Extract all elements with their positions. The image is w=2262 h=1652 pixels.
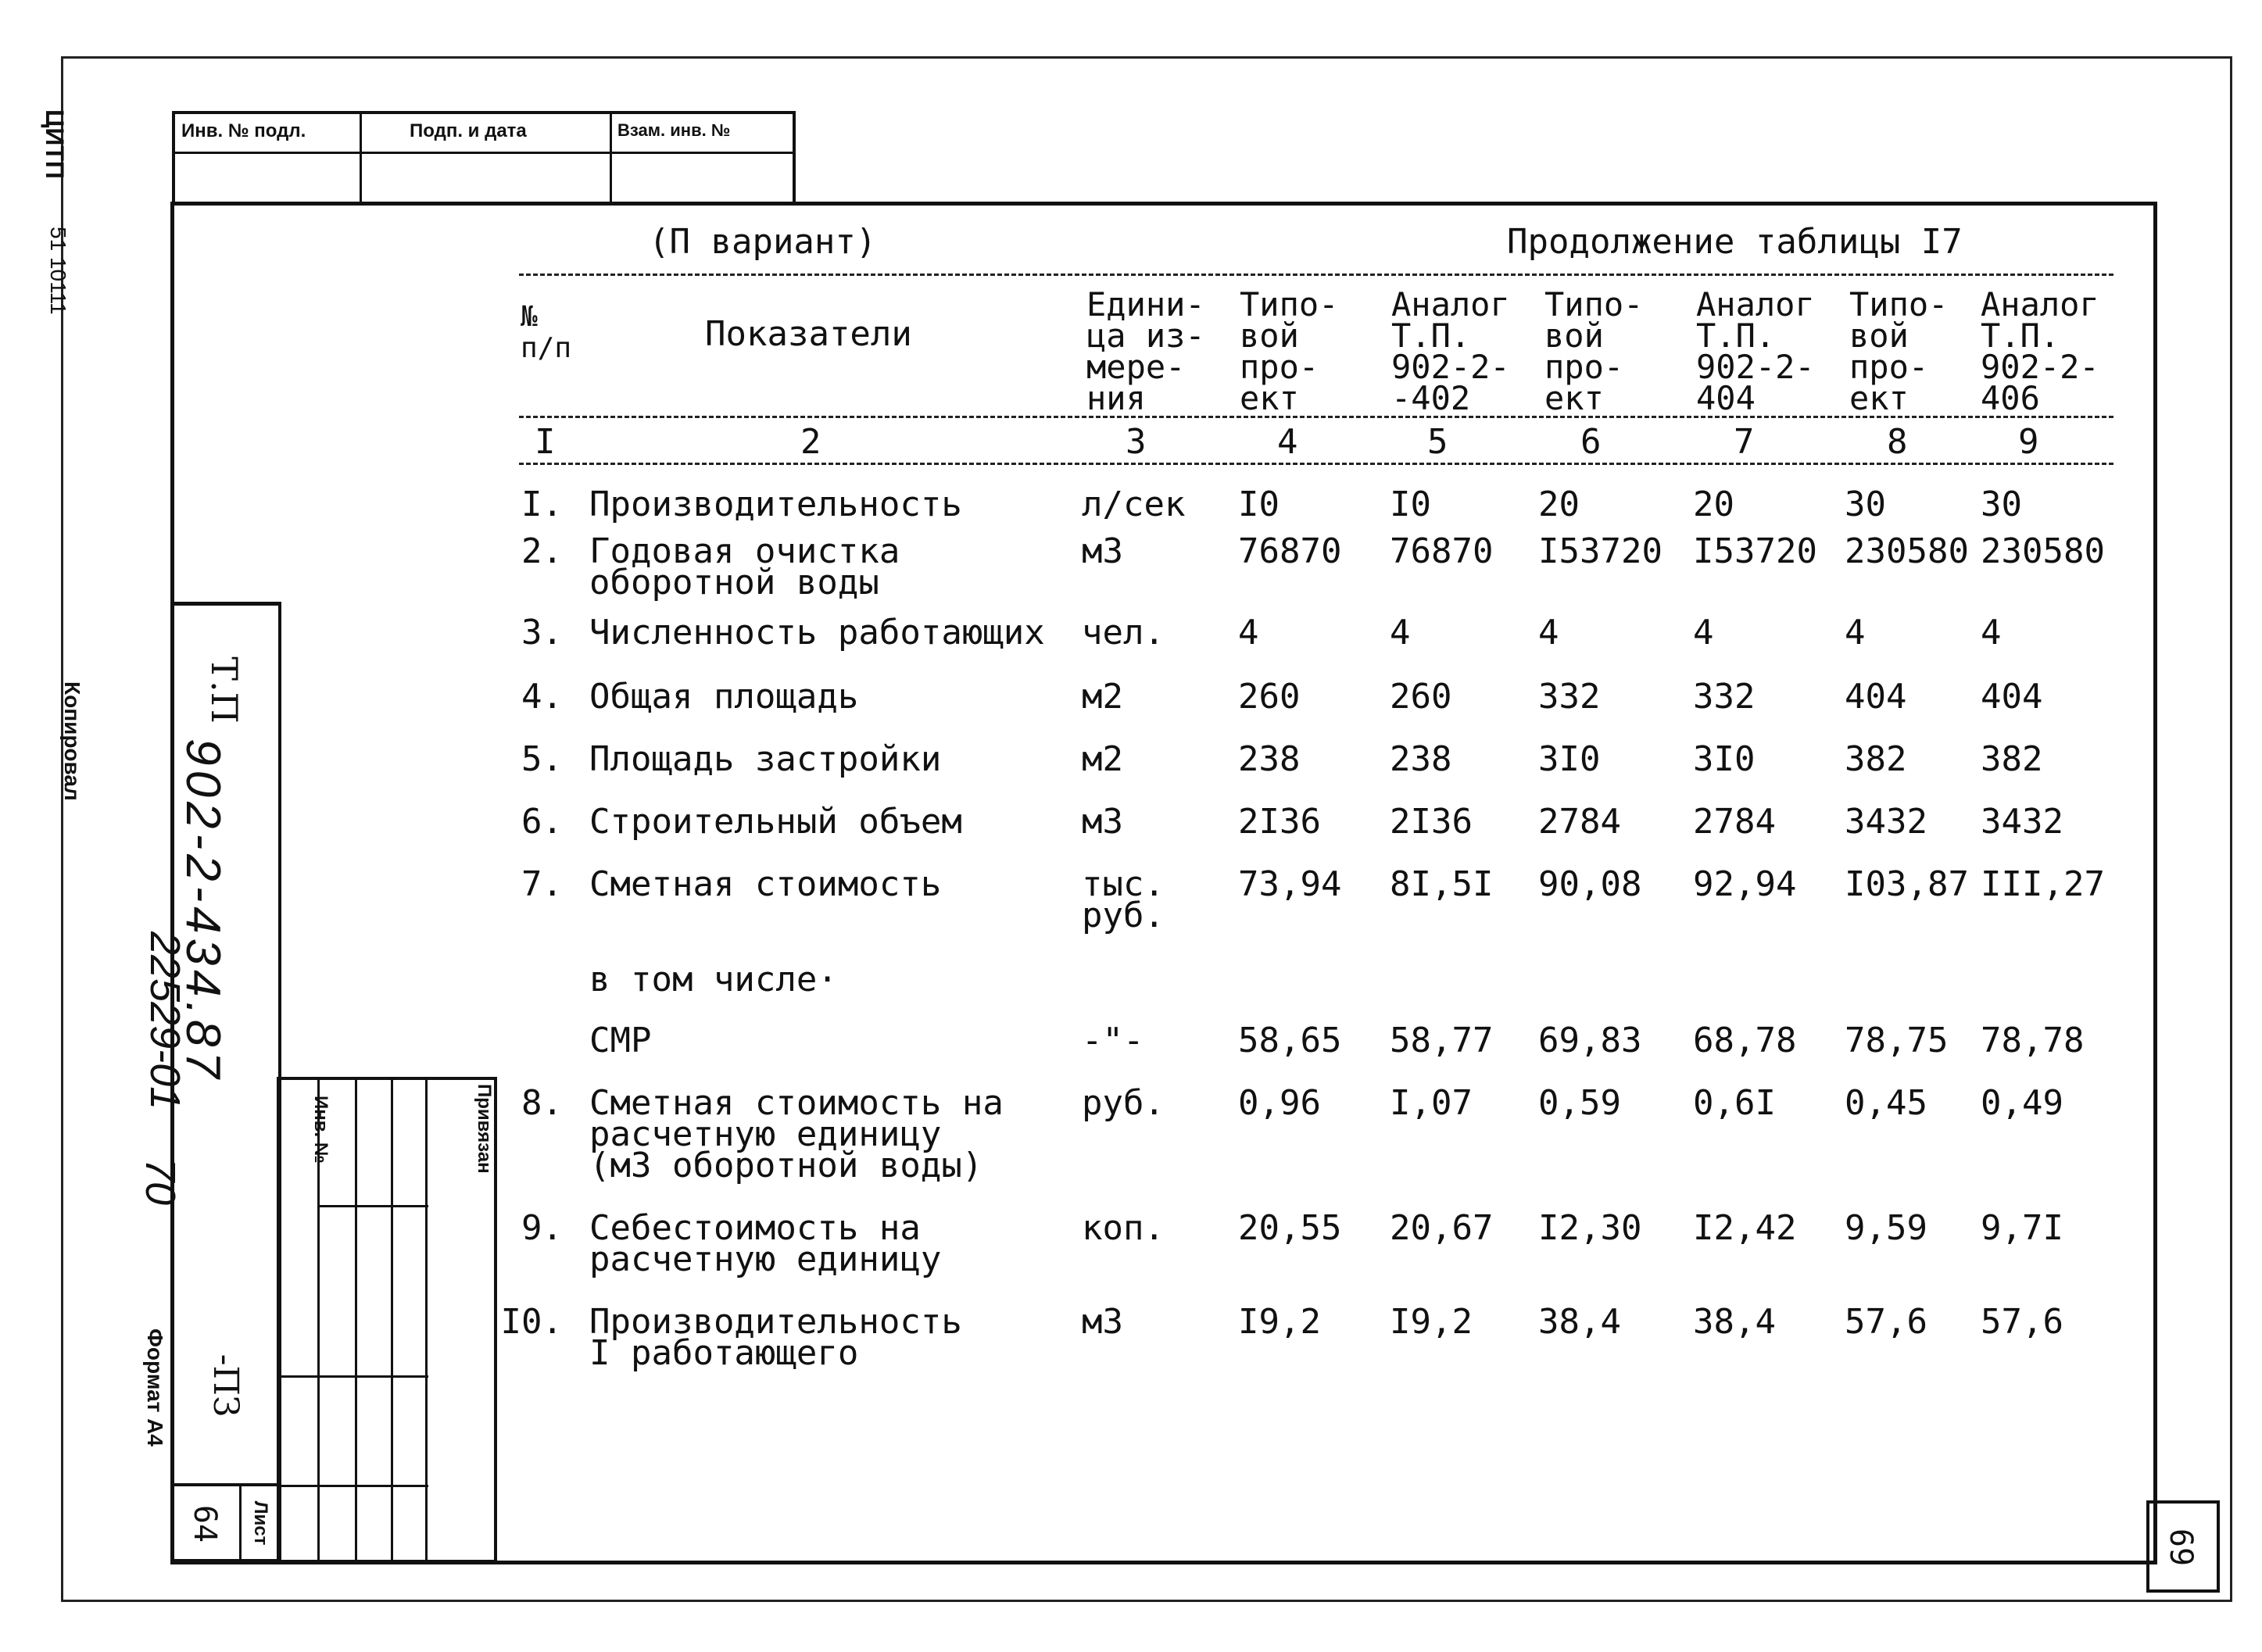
row-unit: м3	[1082, 531, 1123, 571]
side-code-citp: ЦИТП	[41, 109, 69, 179]
row-value: 4	[1981, 613, 2002, 653]
stamp-signature-date: Подп. и дата	[410, 120, 527, 141]
row-value: 332	[1538, 677, 1601, 717]
row-value: 69,83	[1538, 1021, 1642, 1060]
handwritten-page: 70	[137, 1158, 184, 1206]
row-value: 260	[1238, 677, 1301, 717]
row-value: 0,49	[1981, 1083, 2063, 1123]
row-value: 90,08	[1538, 864, 1642, 904]
row-value: 382	[1981, 739, 2043, 779]
col-num-8: 8	[1887, 422, 1908, 462]
row-number: 4.	[521, 677, 563, 717]
row-unit: -"-	[1082, 1021, 1144, 1060]
row-indicator: Производительность	[589, 485, 962, 524]
row-value: 9,59	[1845, 1208, 1927, 1248]
sheet-number: 64	[187, 1504, 223, 1543]
handwritten-code: 22529-01	[141, 931, 188, 1110]
col-header-7: Аналог Т.П. 902-2- 404	[1696, 285, 1815, 417]
row-value: 9,7I	[1981, 1208, 2063, 1248]
row-value: 0,45	[1845, 1083, 1927, 1123]
row-value: 38,4	[1693, 1302, 1776, 1342]
row-indicator: Себестоимость на расчетную единицу	[589, 1208, 942, 1279]
col-header-4: Типо- вой про- ект	[1240, 285, 1339, 417]
row-unit: м3	[1082, 1302, 1123, 1342]
continuation-title: Продолжение таблицы I7	[1507, 222, 1963, 262]
row-value: 2I36	[1390, 802, 1473, 842]
row-value: I9,2	[1238, 1302, 1321, 1342]
row-indicator: Площадь застройки	[589, 739, 942, 779]
col-header-3: Едини- ца из- мере- ния	[1086, 285, 1205, 417]
col-header-2: Показатели	[705, 314, 912, 354]
row-indicator: в том числе·	[589, 960, 838, 999]
row-unit: руб.	[1082, 1083, 1165, 1123]
side-code-number: 51 10111	[46, 227, 70, 315]
col-num-2: 2	[800, 422, 821, 462]
col-header-1: № п/п	[521, 301, 572, 364]
row-value: 20,67	[1390, 1208, 1494, 1248]
row-value: I0	[1238, 485, 1280, 524]
doc-series: Т.П	[203, 656, 245, 724]
row-value: 238	[1238, 739, 1301, 779]
row-indicator: Производительность I работающего	[589, 1302, 962, 1373]
rule-top	[519, 274, 2113, 276]
row-indicator: Сметная стоимость на расчетную единицу (м3 оборотной воды)	[589, 1083, 1004, 1185]
doc-number: 902-2-434.87	[176, 738, 230, 1083]
row-value: 2784	[1538, 802, 1621, 842]
row-value: 3432	[1845, 802, 1927, 842]
row-value: 76870	[1238, 531, 1342, 571]
row-value: 8I,5I	[1390, 864, 1494, 904]
doc-suffix: -ПЗ	[206, 1353, 245, 1418]
row-value: 4	[1845, 613, 1866, 653]
row-number: 5.	[521, 739, 563, 779]
col-num-9: 9	[2018, 422, 2039, 462]
row-number: I0.	[500, 1302, 563, 1342]
format-label: Формат А4	[143, 1328, 167, 1446]
row-value: I0	[1390, 485, 1431, 524]
row-value: I9,2	[1390, 1302, 1473, 1342]
row-value: I,07	[1390, 1083, 1473, 1123]
row-number: 3.	[521, 613, 563, 653]
row-number: 9.	[521, 1208, 563, 1248]
row-value: 3I0	[1538, 739, 1601, 779]
row-indicator: Общая площадь	[589, 677, 859, 717]
row-value: 78,75	[1845, 1021, 1949, 1060]
row-value: 238	[1390, 739, 1452, 779]
row-unit: м2	[1082, 677, 1123, 717]
stamp-inv-original: Инв. № подл.	[181, 120, 306, 141]
inv-no-label: Инв. №	[310, 1096, 331, 1164]
row-value: 0,59	[1538, 1083, 1621, 1123]
copied-by-label: Копировал	[60, 681, 84, 801]
row-value: 260	[1390, 677, 1452, 717]
row-number: 6.	[521, 802, 563, 842]
row-value: 20	[1693, 485, 1734, 524]
row-value: 3432	[1981, 802, 2063, 842]
row-value: 20	[1538, 485, 1580, 524]
row-value: 4	[1390, 613, 1411, 653]
row-value: 3I0	[1693, 739, 1756, 779]
row-value: 30	[1981, 485, 2022, 524]
row-value: I53720	[1693, 531, 1817, 571]
row-value: I2,30	[1538, 1208, 1642, 1248]
row-value: 68,78	[1693, 1021, 1797, 1060]
row-unit: м3	[1082, 802, 1123, 842]
row-value: 58,77	[1390, 1021, 1494, 1060]
row-value: 38,4	[1538, 1302, 1621, 1342]
row-value: 76870	[1390, 531, 1494, 571]
row-number: 2.	[521, 531, 563, 571]
row-unit: м2	[1082, 739, 1123, 779]
attached-label: Привязан	[474, 1084, 495, 1174]
row-value: I53720	[1538, 531, 1662, 571]
row-indicator: СМР	[589, 1021, 652, 1060]
row-indicator: Сметная стоимость	[589, 864, 942, 904]
row-value: 0,6I	[1693, 1083, 1776, 1123]
row-value: 382	[1845, 739, 1907, 779]
row-value: 2I36	[1238, 802, 1321, 842]
row-value: 2784	[1693, 802, 1776, 842]
col-num-5: 5	[1427, 422, 1448, 462]
row-value: 57,6	[1845, 1302, 1927, 1342]
top-stamp	[172, 111, 796, 205]
row-value: 230580	[1845, 531, 1969, 571]
row-unit: тыс. руб.	[1082, 864, 1165, 935]
row-value: III,27	[1981, 864, 2105, 904]
row-value: 73,94	[1238, 864, 1342, 904]
stamp-replaced-inv: Взам. инв. №	[617, 120, 731, 140]
row-value: 57,6	[1981, 1302, 2063, 1342]
row-number: 7.	[521, 864, 563, 904]
col-num-7: 7	[1734, 422, 1755, 462]
row-value: 92,94	[1693, 864, 1797, 904]
row-value: 58,65	[1238, 1021, 1342, 1060]
row-value: 230580	[1981, 531, 2105, 571]
row-number: 8.	[521, 1083, 563, 1123]
col-header-9: Аналог Т.П. 902-2- 406	[1981, 285, 2099, 417]
row-unit: л/сек	[1082, 485, 1186, 524]
col-num-3: 3	[1126, 422, 1147, 462]
row-number: I.	[521, 485, 563, 524]
page-number: 69	[2163, 1528, 2199, 1567]
row-value: I03,87	[1845, 864, 1969, 904]
row-value: 0,96	[1238, 1083, 1321, 1123]
row-value: 4	[1238, 613, 1259, 653]
col-num-4: 4	[1277, 422, 1298, 462]
row-unit: чел.	[1082, 613, 1165, 653]
row-value: 4	[1538, 613, 1559, 653]
row-value: 4	[1693, 613, 1714, 653]
variant-title: (П вариант)	[649, 222, 877, 262]
rule-colnum-bottom	[519, 463, 2113, 465]
sheet-label: Лист	[250, 1500, 271, 1546]
row-indicator: Численность работающих	[589, 613, 1045, 653]
row-value: I2,42	[1693, 1208, 1797, 1248]
row-value: 20,55	[1238, 1208, 1342, 1248]
row-value: 78,78	[1981, 1021, 2085, 1060]
row-indicator: Годовая очистка оборотной воды	[589, 531, 900, 603]
row-value: 332	[1693, 677, 1756, 717]
col-num-1: I	[535, 422, 556, 462]
col-num-6: 6	[1580, 422, 1602, 462]
row-unit: коп.	[1082, 1208, 1165, 1248]
row-value: 404	[1845, 677, 1907, 717]
row-value: 404	[1981, 677, 2043, 717]
col-header-8: Типо- вой про- ект	[1849, 285, 1949, 417]
row-value: 30	[1845, 485, 1886, 524]
col-header-5: Аналог Т.П. 902-2- -402	[1391, 285, 1510, 417]
row-indicator: Строительный объем	[589, 802, 962, 842]
col-header-6: Типо- вой про- ект	[1544, 285, 1644, 417]
